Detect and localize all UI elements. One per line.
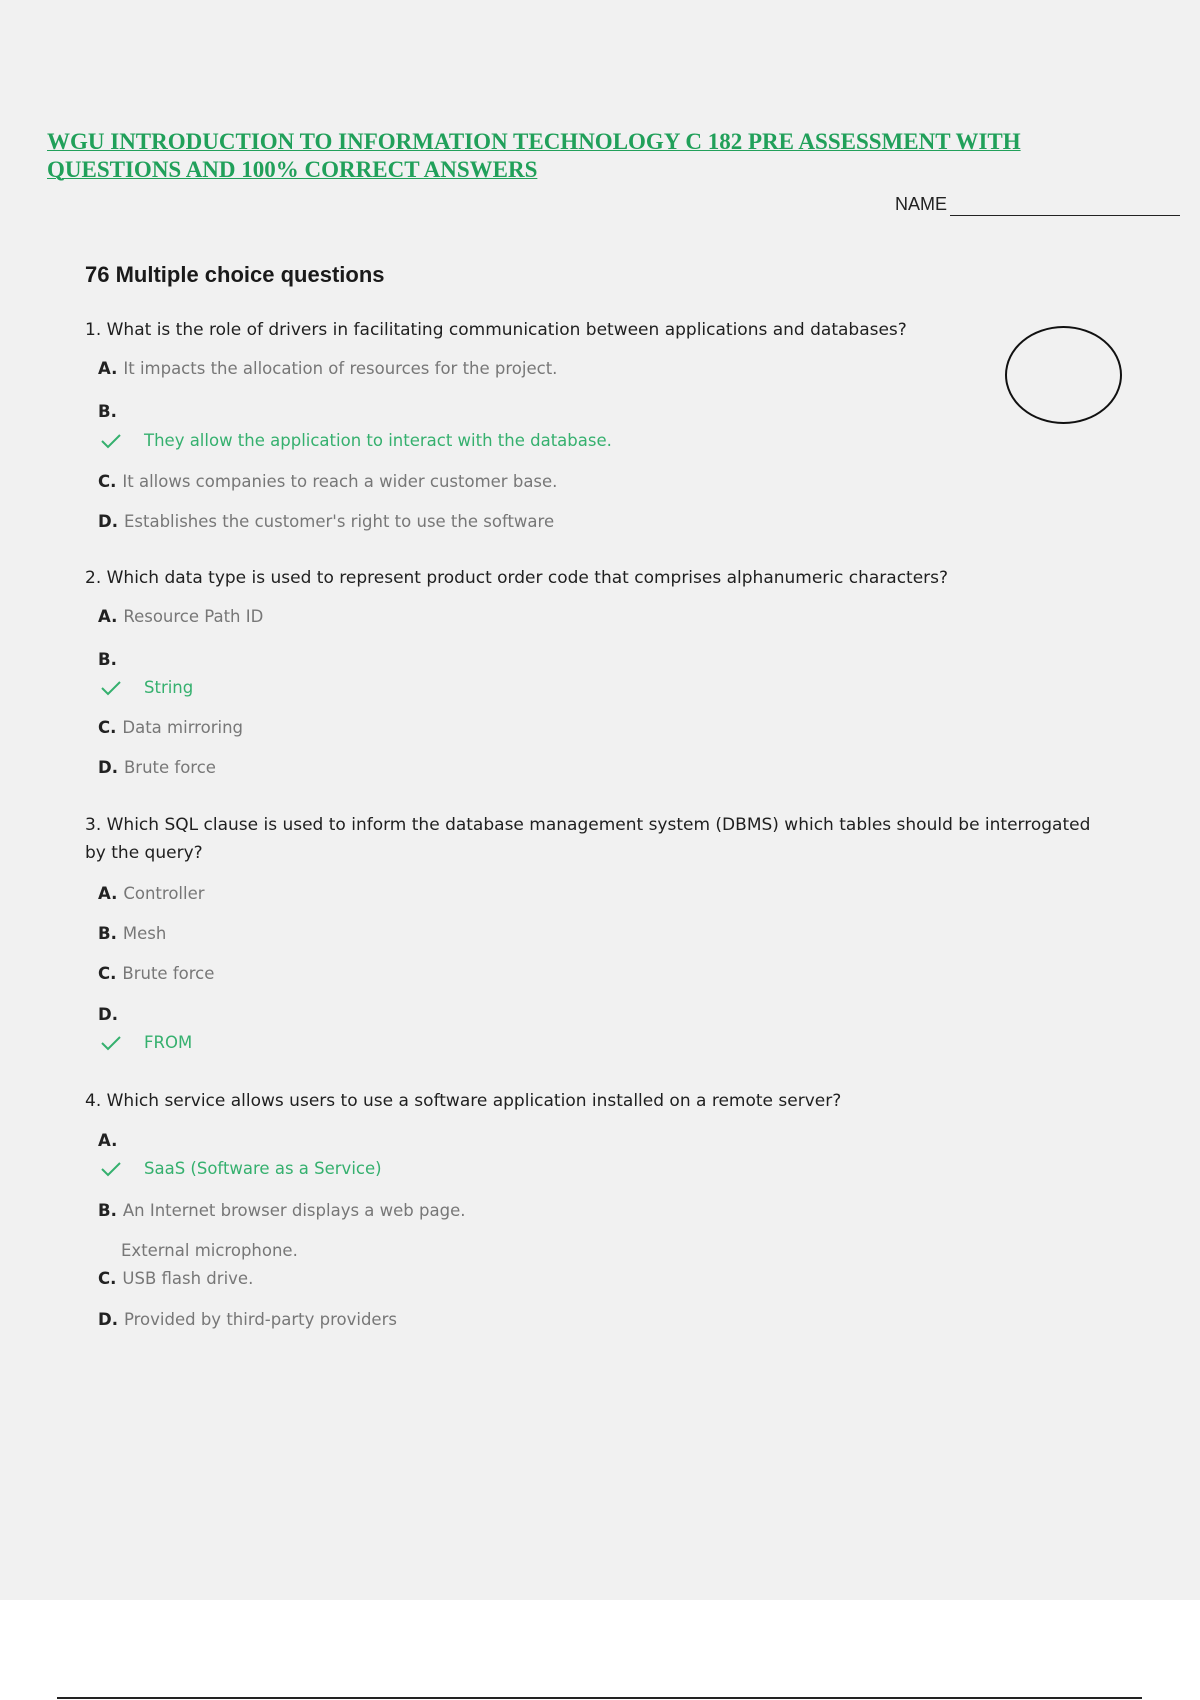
checkmark-icon	[100, 433, 122, 449]
checkmark-icon	[100, 1035, 122, 1051]
option-letter: D.	[98, 512, 118, 531]
option-text: SaaS (Software as a Service)	[144, 1159, 382, 1178]
option-text: An Internet browser displays a web page.	[122, 1201, 466, 1220]
option-letter: C.	[98, 1269, 117, 1288]
option-a	[98, 607, 263, 626]
option-b	[98, 924, 166, 943]
option-b-extra-text: External microphone.	[121, 1241, 298, 1260]
question-text: 4. Which service allows users to use a software application installed on a remote server?	[85, 1091, 842, 1111]
option-text: It impacts the allocation of resources for the project.	[123, 359, 558, 378]
option-d-letter: D.	[98, 1005, 118, 1024]
option-b-letter: B.	[98, 402, 117, 421]
option-text: String	[144, 678, 194, 697]
option-letter: C.	[98, 964, 117, 983]
option-a-letter: A.	[98, 1131, 118, 1150]
option-text: Resource Path ID	[123, 607, 264, 626]
option-text: They allow the application to interact with the database.	[144, 431, 612, 450]
option-a	[98, 884, 205, 903]
option-d	[98, 758, 216, 777]
option-c	[98, 718, 243, 737]
option-text: Controller	[123, 884, 205, 903]
name-label: NAME	[895, 194, 948, 214]
option-letter: C.	[98, 718, 117, 737]
option-letter: D.	[98, 758, 118, 777]
document-title: WGU INTRODUCTION TO INFORMATION TECHNOLOGY C 182 PRE ASSESSMENT WITH QUESTIONS AND 100% CORRECT ANSWERS	[47, 129, 1021, 182]
option-c	[98, 472, 557, 491]
option-text: FROM	[144, 1033, 193, 1052]
option-text: Brute force	[123, 758, 216, 777]
option-text: Data mirroring	[122, 718, 243, 737]
option-letter: B.	[98, 924, 117, 943]
checkmark-icon	[100, 680, 122, 696]
option-text: USB flash drive.	[122, 1269, 254, 1288]
option-letter: A.	[98, 884, 118, 903]
option-d	[98, 1310, 397, 1329]
option-letter: C.	[98, 472, 117, 491]
checkmark-icon	[100, 1161, 122, 1177]
option-d	[98, 512, 554, 531]
option-letter: B.	[98, 1201, 117, 1220]
question-text: 2. Which data type is used to represent product order code that comprises alphanumeric characters?	[85, 568, 949, 588]
option-b-letter: B.	[98, 650, 117, 669]
option-a	[98, 359, 557, 378]
name-blank-line	[950, 215, 1180, 216]
option-text: Mesh	[122, 924, 167, 943]
option-text: It allows companies to reach a wider customer base.	[122, 472, 558, 491]
option-text: Establishes the customer's right to use the software	[123, 512, 555, 531]
option-b	[98, 1201, 465, 1220]
footer-rule	[57, 1697, 1142, 1699]
option-letter: D.	[98, 1310, 118, 1329]
option-c	[98, 1269, 253, 1288]
question-text: 1. What is the role of drivers in facilitating communication between applications and databases?	[85, 320, 907, 340]
option-text: Provided by third-party providers	[123, 1310, 397, 1329]
name-field	[895, 194, 1180, 218]
option-text: Brute force	[122, 964, 215, 983]
question-text: 3. Which SQL clause is used to inform the database management system (DBMS) which tables should be interrogated by the query?	[85, 815, 1091, 863]
section-heading: 76 Multiple choice questions	[85, 262, 385, 287]
option-letter: A.	[98, 607, 118, 626]
option-letter: A.	[98, 359, 118, 378]
option-c	[98, 964, 214, 983]
